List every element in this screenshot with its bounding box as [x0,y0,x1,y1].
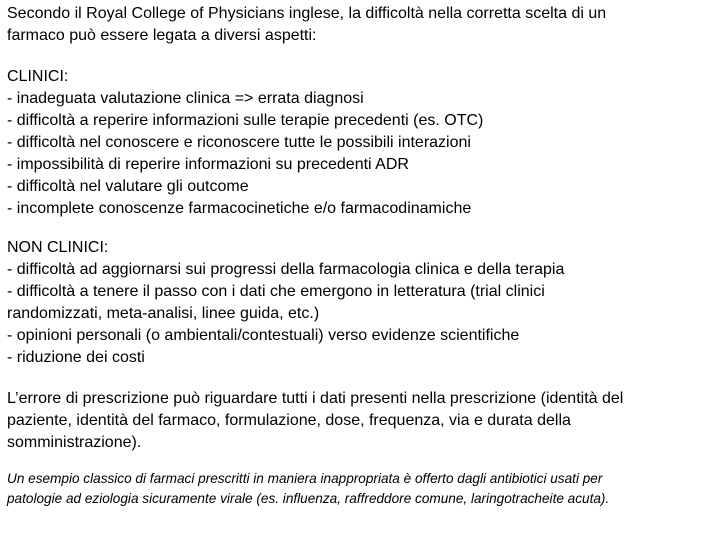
clinici-item: - inadeguata valutazione clinica => errata diagnosi [7,90,364,107]
clinici-item: - difficoltà nel conoscere e riconoscere tutte le possibili interazioni [7,134,471,151]
clinici-item: - difficoltà a reperire informazioni sulle terapie precedenti (es. OTC) [7,112,484,129]
document-page [7,3,717,509]
clinici-item: - incomplete conoscenze farmacocinetiche e/o farmacodinamiche [7,200,472,217]
intro-paragraph [7,3,717,47]
footnote-line: Un esempio classico di farmaci prescritti in maniera inappropriata è offerto dagli antibiotici usati per [7,471,603,486]
spacer [7,220,717,237]
non-clinici-section [7,237,717,369]
errore-paragraph [7,388,717,454]
footnote-paragraph [7,469,717,509]
non-clinici-item: randomizzati, meta-analisi, linee guida, etc.) [7,305,320,322]
non-clinici-item: - opinioni personali (o ambientali/contestuali) verso evidenze scientifiche [7,327,520,344]
clinici-heading: CLINICI: [7,68,69,85]
errore-line: L’errore di prescrizione può riguardare tutti i dati presenti nella prescrizione (identità del [7,390,624,407]
non-clinici-item: - difficoltà ad aggiornarsi sui progressi della farmacologia clinica e della terapia [7,261,565,278]
intro-line: farmaco può essere legata a diversi aspetti: [7,27,317,44]
errore-line: somministrazione). [7,434,142,451]
spacer [7,369,717,388]
intro-line: Secondo il Royal College of Physicians inglese, la difficoltà nella corretta scelta di un [7,5,607,22]
spacer [7,47,717,66]
non-clinici-item: - difficoltà a tenere il passo con i dati che emergono in letteratura (trial clinici [7,283,545,300]
clinici-item: - impossibilità di reperire informazioni su precedenti ADR [7,156,409,173]
clinici-item: - difficoltà nel valutare gli outcome [7,178,249,195]
non-clinici-heading: NON CLINICI: [7,239,109,256]
clinici-section [7,66,717,220]
footnote-line: patologie ad eziologia sicuramente virale (es. influenza, raffreddore comune, laringotracheite acuta). [7,491,610,506]
errore-line: paziente, identità del farmaco, formulazione, dose, frequenza, via e durata della [7,412,571,429]
spacer [7,454,717,469]
non-clinici-item: - riduzione dei costi [7,349,145,366]
